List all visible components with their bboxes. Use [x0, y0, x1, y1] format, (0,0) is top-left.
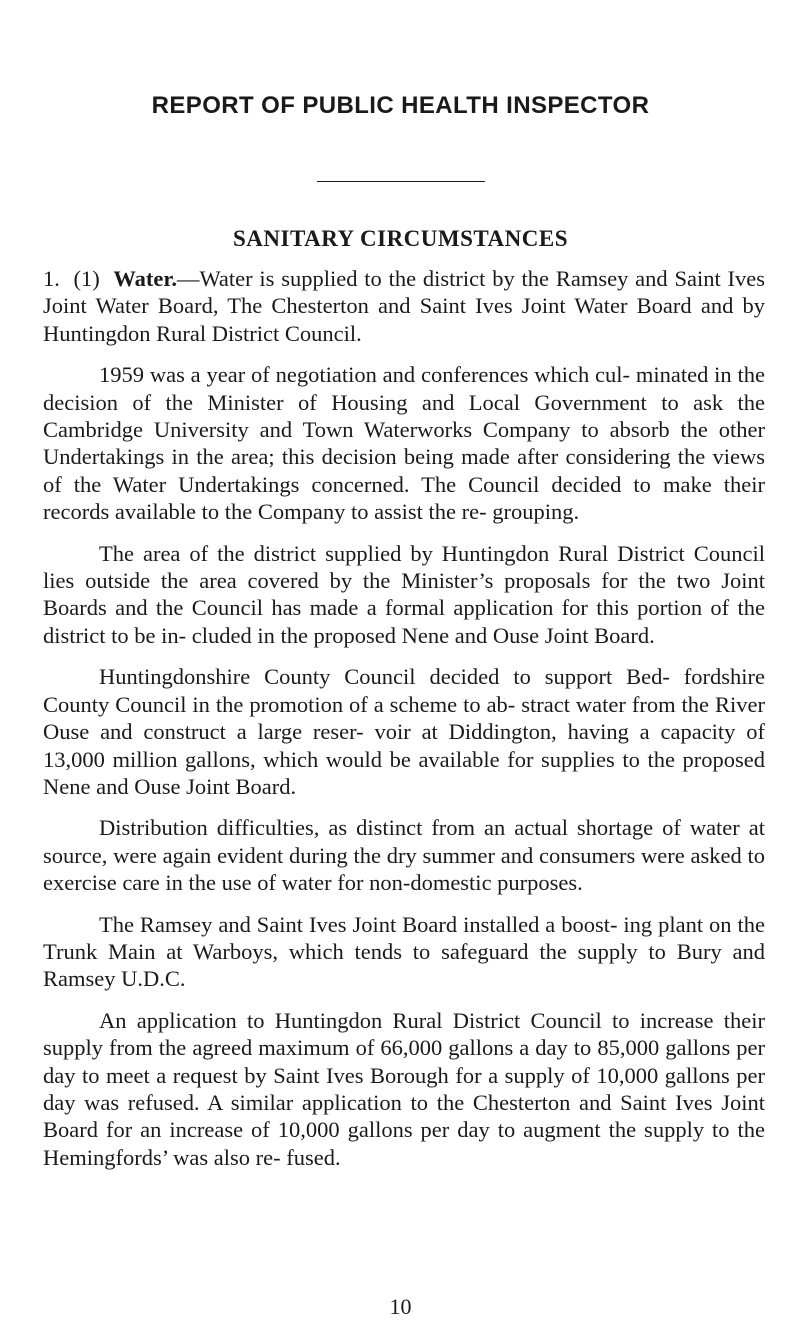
- paragraph: Distribution difficulties, as distinct from an actual shortage of water at source, were again evident during the dry summer and consumers were asked to exercise care in the use of water for non-domestic purposes.: [43, 815, 765, 896]
- paragraph: The Ramsey and Saint Ives Joint Board installed a boost- ing plant on the Trunk Main at Warboys, which tends to safeguard the supply to Bury and Ramsey U.D.C.: [43, 911, 765, 992]
- section-title: SANITARY CIRCUMSTANCES: [233, 226, 568, 251]
- page-number: 10: [389, 1294, 412, 1319]
- paragraph: The area of the district supplied by Huntingdon Rural District Council lies outside the area covered by the Minister’s proposals for the two Joint Boards and the Council has made a formal application for this portion of the district to be in- cluded in the proposed Nene and Ouse Joint Board.: [43, 540, 765, 648]
- item-paragraph: [43, 265, 765, 347]
- title-divider: [317, 181, 485, 182]
- paragraph: An application to Huntingdon Rural District Council to increase their supply from the agreed maximum of 66,000 gallons a day to 85,000 gallons per day to meet a request by Saint Ives Borough for a supply of 10,000 gallons per day was refused. A similar application to the Chesterton and Saint Ives Joint Board for an increase of 10,000 gallons per day to augment the supply to the Hemingfords’ was also re- fused.: [43, 1007, 765, 1170]
- item-number: 1.: [43, 266, 60, 291]
- report-title: REPORT OF PUBLIC HEALTH INSPECTOR: [151, 92, 650, 119]
- item-heading: Water.: [113, 266, 177, 291]
- item-text: —Water is supplied to the district by the Ramsey and Saint Ives Joint Water Board, The Chesterton and Saint Ives Joint Water Board and by Huntingdon Rural District Council.: [43, 266, 766, 346]
- body-text: [43, 265, 765, 1185]
- paragraph: 1959 was a year of negotiation and conferences which cul- minated in the decision of the Minister of Housing and Local Government to ask the Cambridge University and Town Waterworks Company to absorb the other Undertakings in the area; this decision being made after considering the views of the Water Undertakings concerned. The Council decided to make their records available to the Company to assist the re- grouping.: [43, 362, 765, 525]
- paragraph: Huntingdonshire County Council decided to support Bed- fordshire County Council in the promotion of a scheme to ab- stract water from the River Ouse and construct a large reser- voir at Diddington, having a capacity of 13,000 million gallons, which would be available for supplies to the proposed Nene and Ouse Joint Board.: [43, 664, 765, 799]
- item-sub-number: (1): [73, 266, 100, 291]
